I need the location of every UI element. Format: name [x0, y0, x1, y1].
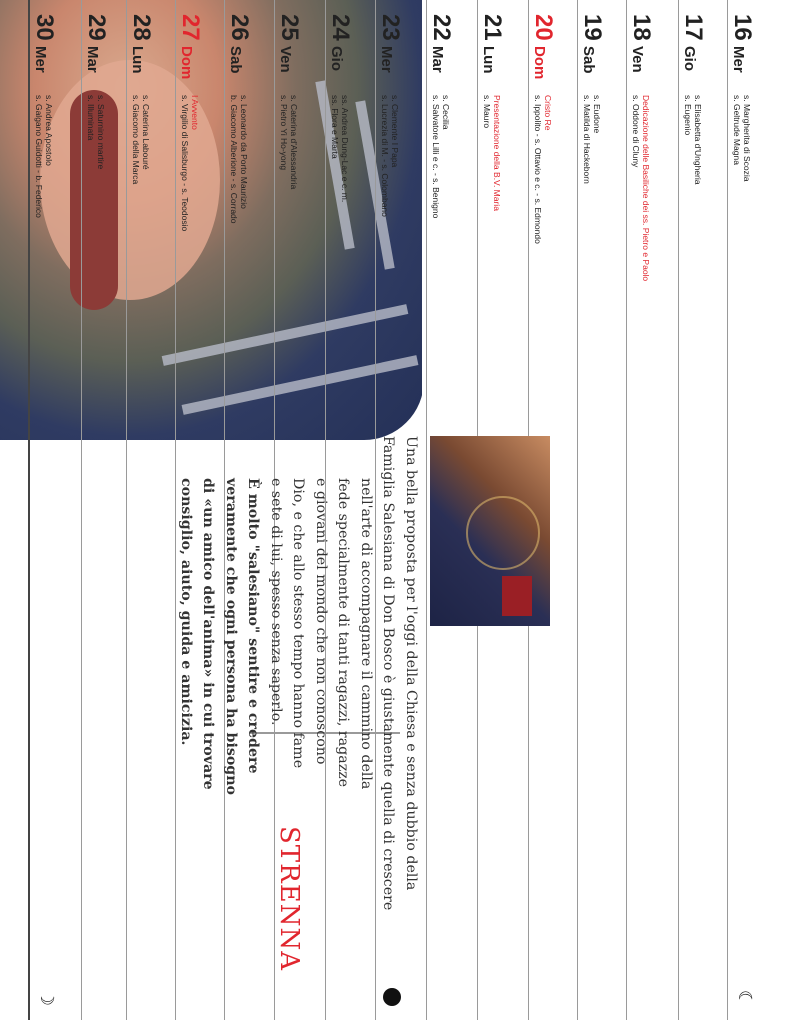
day-number: 28	[128, 14, 155, 41]
strenna-bold-line: consiglio, aiuto, guida e amicizia.	[178, 478, 194, 746]
strenna-line: e giovani del mondo che non conoscono	[313, 478, 329, 765]
calendar-day-row	[626, 0, 679, 1020]
saint-line: s. Pietro Yi Ho-yong	[279, 95, 289, 171]
saints-of-day	[131, 95, 151, 325]
saints-of-day	[582, 95, 602, 325]
saint-line: s. Illuminata	[86, 95, 96, 141]
saint-line: s. Andrea Apostolo	[44, 95, 54, 166]
saints-of-day	[180, 95, 200, 325]
day-name: Dom	[531, 46, 548, 80]
day-name: Dom	[178, 46, 195, 80]
day-name: Sab	[580, 46, 597, 74]
strenna-line: Dio, e che allo stesso tempo hanno fame	[290, 478, 307, 769]
day-name: Mer	[378, 46, 395, 73]
day-number: 21	[479, 14, 506, 41]
saint-line: ss. Andrea Dung-Lac e c. m.	[340, 95, 350, 203]
illustration-book	[502, 576, 532, 616]
day-number: 27	[177, 14, 204, 41]
saint-line: s. Galgano Guidotti - b. Federico	[34, 95, 44, 218]
saint-line: s. Matilda di Hackeborn	[582, 95, 592, 184]
calendar-day-row	[126, 0, 176, 1020]
saint-line: s. Lucrezia di M. - s. Colombano	[380, 95, 390, 217]
strenna-line: e sete di lui, spesso senza saperlo.	[268, 478, 284, 726]
saint-line: s. Eudone	[592, 95, 602, 134]
saint-line: s. Ippolito - s. Ottavio e c. - s. Edmondo	[533, 95, 543, 244]
strenna-line: Una bella proposta per l'oggi della Chiesa e senza dubbio della	[403, 436, 419, 891]
saint-line: b. Giacomo Alberione - s. Corrado	[229, 95, 239, 224]
day-number: 17	[680, 14, 707, 41]
strenna-line: fede specialmente di tanti ragazzi, ragazze	[335, 478, 352, 788]
saints-of-day	[683, 95, 703, 325]
day-number: 19	[579, 14, 606, 41]
calendar-day-row	[81, 0, 127, 1020]
day-number: 26	[226, 14, 253, 41]
saint-line: I Avvento	[190, 95, 200, 130]
day-name: Lun	[480, 46, 497, 74]
saint-line: s. Leonardo da Porto Maurizio	[239, 95, 249, 209]
strenna-panel	[178, 436, 550, 1021]
saint-line: ss. Flora e Marta	[330, 95, 340, 159]
saint-line: Dedicazione delle Basiliche dei ss. Pietro e Paolo	[641, 95, 651, 282]
calendar-day-row	[678, 0, 728, 1020]
calendar-day-row	[577, 0, 627, 1020]
saints-of-day	[86, 95, 106, 325]
day-name: Lun	[129, 46, 146, 74]
saint-line: s. Geltrude Magna	[732, 95, 742, 165]
day-number: 29	[83, 14, 110, 41]
saint-line: s. Margherita di Scozia	[742, 95, 752, 182]
saints-of-day	[229, 95, 249, 325]
first-quarter-moon-icon: ☽	[37, 989, 57, 1006]
day-name: Ven	[277, 46, 294, 73]
day-number: 18	[628, 14, 655, 41]
saints-of-day	[380, 95, 400, 325]
saint-line: s. Mauro	[482, 95, 492, 129]
saint-line: Presentazione della B.V. Maria	[492, 95, 502, 211]
day-number: 30	[31, 14, 58, 41]
day-name: Mer	[32, 46, 49, 73]
strenna-bold-line: veramente che ogni persona ha bisogno	[223, 478, 239, 795]
don-bosco-illustration	[430, 436, 550, 626]
saint-line: s. Elisabetta d'Ungheria	[693, 95, 703, 185]
day-name: Mar	[84, 46, 101, 73]
saint-line: s. Clemente I Papa	[390, 95, 400, 168]
strenna-line: nell'arte di accompagnare il cammino della	[358, 478, 374, 790]
saint-line: s. Oddone di Cluny	[631, 95, 641, 168]
day-name: Gio	[328, 46, 345, 71]
saint-line: s. Salvatore Lilli e c. - s. Benigno	[431, 95, 441, 219]
last-quarter-moon-icon: ☾	[735, 989, 755, 1006]
day-number: 16	[729, 14, 756, 41]
calendar-day-row	[28, 0, 82, 1020]
saint-line: s. Saturnino martire	[96, 95, 106, 170]
day-number: 20	[530, 14, 557, 41]
saints-of-day	[482, 95, 502, 325]
calendar-day-row	[727, 0, 772, 1020]
day-number: 23	[377, 14, 404, 41]
illustration-halo	[466, 496, 540, 570]
saints-of-day	[34, 95, 54, 325]
day-name: Mar	[429, 46, 446, 73]
day-number: 25	[276, 14, 303, 41]
day-name: Gio	[681, 46, 698, 71]
day-number: 24	[327, 14, 354, 41]
saints-of-day	[732, 95, 752, 325]
saint-line: s. Caterina Labouré	[141, 95, 151, 170]
strenna-bold-line: di «un amico dell'anima» in cui trovare	[200, 478, 217, 790]
saints-of-day	[631, 95, 651, 325]
saints-of-day	[431, 95, 451, 325]
day-name: Ven	[629, 46, 646, 73]
saint-line: s. Cecilia	[441, 95, 451, 130]
strenna-title: STRENNA	[274, 826, 304, 971]
day-name: Sab	[227, 46, 244, 74]
saint-line: Cristo Re	[543, 95, 553, 131]
strenna-bold-line: È molto "salesiano" sentire e credere	[245, 478, 262, 774]
day-name: Mer	[730, 46, 747, 73]
strenna-line: Famiglia Salesiana di Don Bosco è giustamente quella di crescere	[380, 436, 397, 911]
saint-line: s. Giacomo della Marca	[131, 95, 141, 185]
saints-of-day	[279, 95, 299, 325]
saint-line: s. Virgilio di Salisburgo - s. Teodosio	[180, 95, 190, 232]
saints-of-day	[533, 95, 553, 325]
day-number: 22	[428, 14, 455, 41]
saints-of-day	[330, 95, 350, 325]
saint-line: s. Caterina d'Alessandria	[289, 95, 299, 190]
saint-line: s. Eugenio	[683, 95, 693, 136]
